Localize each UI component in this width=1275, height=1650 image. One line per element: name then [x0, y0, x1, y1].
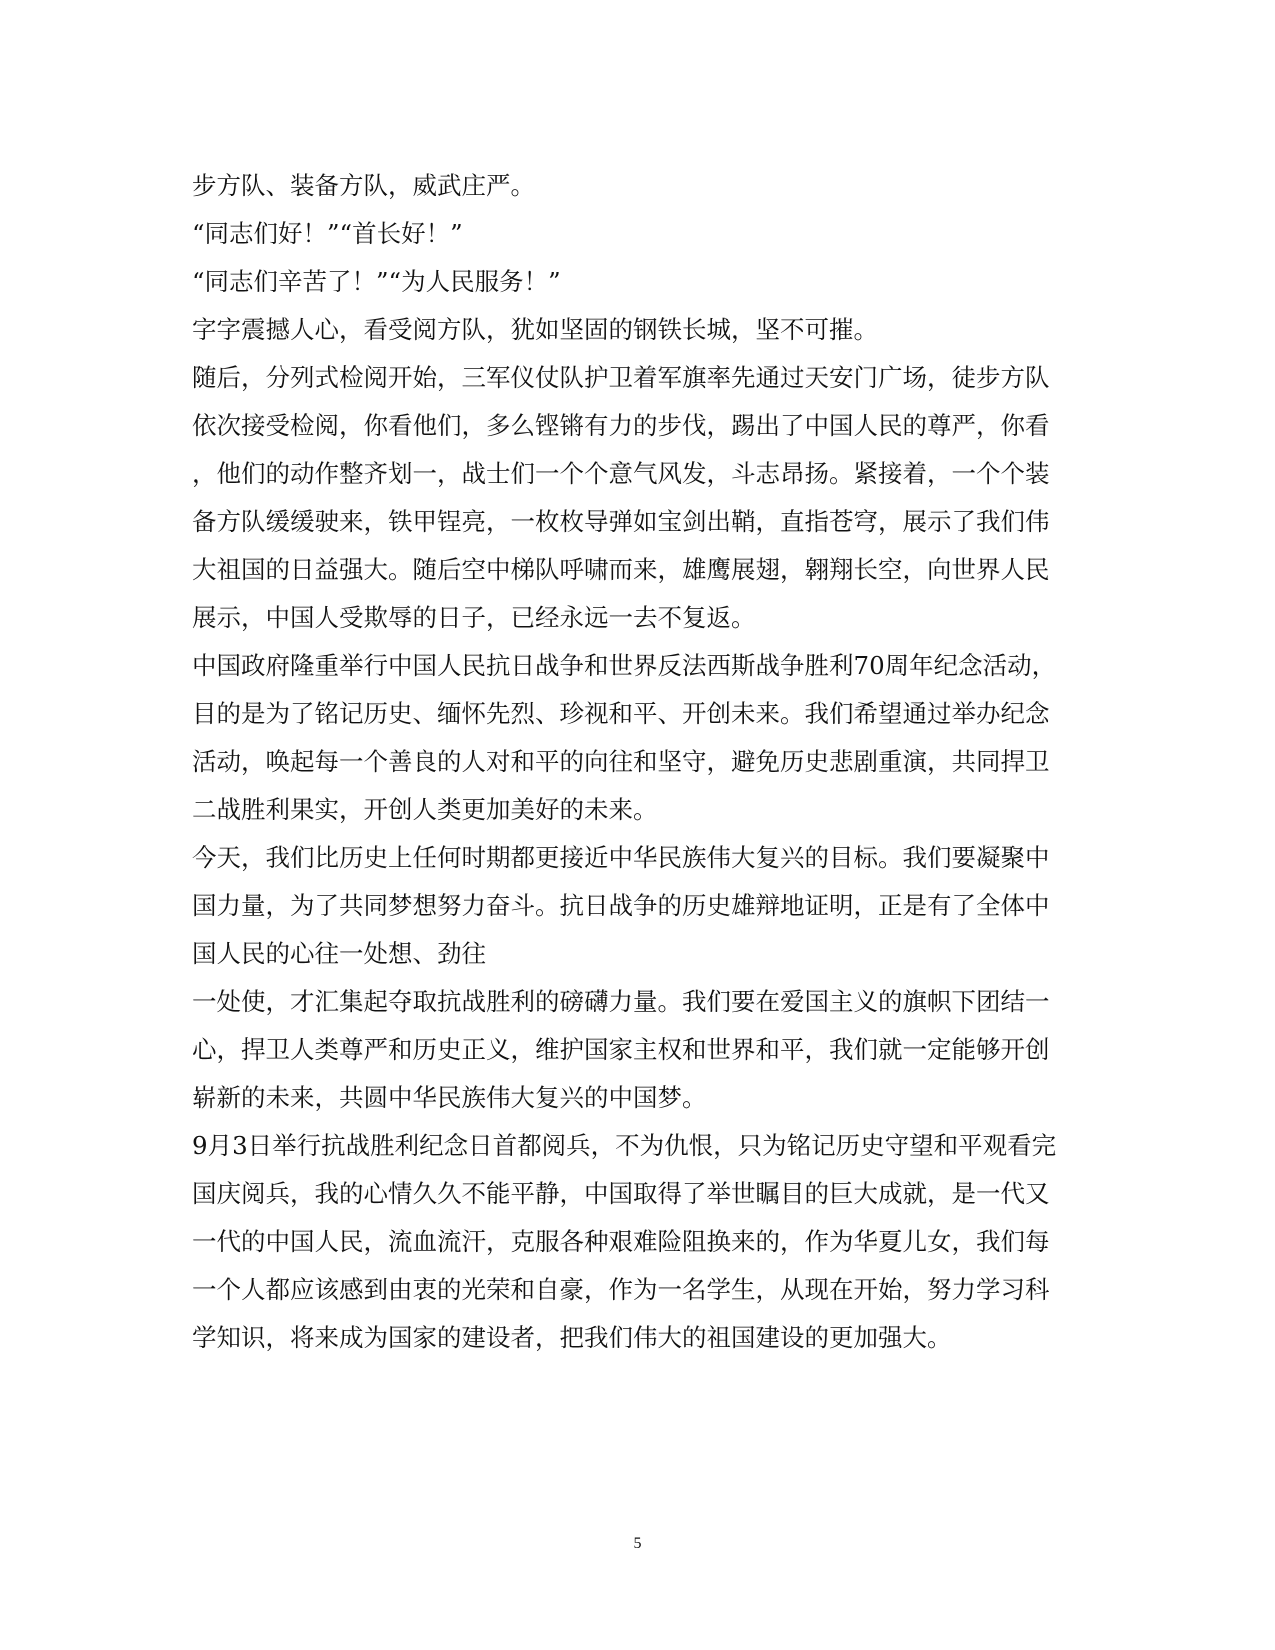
text-line: 大祖国的日益强大。随后空中梯队呼啸而来，雄鹰展翅，翱翔长空，向世界人民: [192, 555, 1050, 584]
page-number: 5: [633, 1535, 642, 1552]
text-line: 心，捍卫人类尊严和历史正义，维护国家主权和世界和平，我们就一定能够开创: [192, 1035, 1050, 1064]
text-line: 备方队缓缓驶来，铁甲锃亮，一枚枚导弹如宝剑出鞘，直指苍穹，展示了我们伟: [192, 507, 1050, 536]
text-line: 步方队、装备方队，威武庄严。: [192, 171, 535, 200]
text-line: “同志们辛苦了！”“为人民服务！”: [192, 267, 561, 296]
text-line: 9月3日举行抗战胜利纪念日首都阅兵，不为仇恨，只为铭记历史守望和平观看完: [192, 1131, 1057, 1160]
text-line: 国力量，为了共同梦想努力奋斗。抗日战争的历史雄辩地证明，正是有了全体中: [192, 891, 1050, 920]
body-text: [192, 162, 1072, 1362]
text-line: 国庆阅兵，我的心情久久不能平静，中国取得了举世瞩目的巨大成就，是一代又: [192, 1179, 1050, 1208]
text-line: 展示，中国人受欺辱的日子，已经永远一去不复返。: [192, 603, 756, 632]
text-line: 一代的中国人民，流血流汗，克服各种艰难险阻换来的，作为华夏儿女，我们每: [192, 1227, 1050, 1256]
text-line: 依次接受检阅，你看他们，多么铿锵有力的步伐，踢出了中国人民的尊严，你看: [192, 411, 1050, 440]
text-line: 崭新的未来，共圆中华民族伟大复兴的中国梦。: [192, 1083, 707, 1112]
text-line: “同志们好！”“首长好！”: [192, 219, 463, 248]
text-line: 一处使，才汇集起夺取抗战胜利的磅礴力量。我们要在爱国主义的旗帜下团结一: [192, 987, 1050, 1016]
text-line: 字字震撼人心，看受阅方队，犹如坚固的钢铁长城，坚不可摧。: [192, 315, 878, 344]
text-line: 今天，我们比历史上任何时期都更接近中华民族伟大复兴的目标。我们要凝聚中: [192, 843, 1050, 872]
text-line: 学知识，将来成为国家的建设者，把我们伟大的祖国建设的更加强大。: [192, 1323, 952, 1352]
text-line: 随后，分列式检阅开始，三军仪仗队护卫着军旗率先通过天安门广场，徒步方队: [192, 363, 1050, 392]
text-line: 一个人都应该感到由衷的光荣和自豪，作为一名学生，从现在开始，努力学习科: [192, 1275, 1050, 1304]
text-line: 二战胜利果实，开创人类更加美好的未来。: [192, 795, 658, 824]
text-line: 活动，唤起每一个善良的人对和平的向往和坚守，避免历史悲剧重演，共同捍卫: [192, 747, 1050, 776]
text-line: ，他们的动作整齐划一，战士们一个个意气风发，斗志昂扬。紧接着，一个个装: [192, 459, 1050, 488]
text-line: 国人民的心往一处想、劲往: [192, 939, 486, 968]
text-line: 目的是为了铭记历史、缅怀先烈、珍视和平、开创未来。我们希望通过举办纪念: [192, 699, 1050, 728]
text-line: 中国政府隆重举行中国人民抗日战争和世界反法西斯战争胜利70周年纪念活动，: [192, 651, 1057, 680]
